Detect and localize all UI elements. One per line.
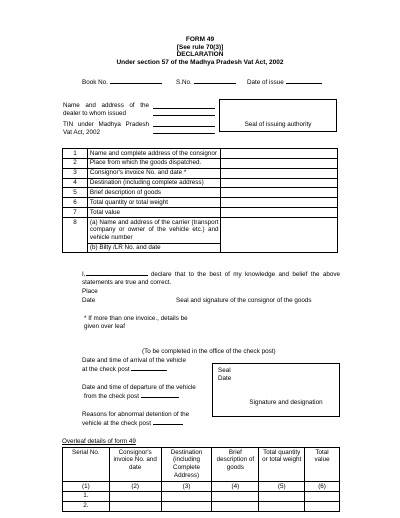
item-row xyxy=(63,149,338,159)
overleaf-colnum-cell: (6) xyxy=(305,482,340,492)
item-value-cell[interactable] xyxy=(221,158,338,168)
overleaf-row-number: 2. xyxy=(63,501,110,511)
item-label: Brief description of goods xyxy=(87,188,221,198)
book-no-field[interactable] xyxy=(82,78,162,87)
item-row xyxy=(63,168,338,178)
overleaf-colnum-cell: (1) xyxy=(63,482,110,492)
arrival-time-field: Date and time of arrival of the vehicle at the check post xyxy=(82,357,186,373)
tin-blank-2[interactable] xyxy=(153,128,215,134)
serial-no-field[interactable] xyxy=(176,78,236,87)
overleaf-data-row xyxy=(63,501,340,511)
item-label: (a) Name and address of the carrier (transport company or owner of the vehicle etc.) and vehicle number xyxy=(87,218,221,244)
overleaf-entry-cell[interactable] xyxy=(212,491,259,501)
overleaf-header-cell: Total quantity or total weight xyxy=(259,448,305,482)
item-row xyxy=(63,218,338,244)
item-number: 1 xyxy=(63,149,88,159)
item-label: Destination (including complete address) xyxy=(87,178,221,188)
overleaf-colnum-cell: (2) xyxy=(109,482,161,492)
overleaf-colnum-row xyxy=(63,482,340,492)
invoice-note: * If more than one invoice., details be given over leaf xyxy=(84,315,188,330)
date-of-issue-label: Date of issue xyxy=(247,79,284,86)
item-number: 3 xyxy=(63,168,88,178)
consignor-signature-label: Seal and signature of the consignor of the goods xyxy=(176,296,312,304)
item-value-cell[interactable] xyxy=(221,208,338,218)
book-no-blank[interactable] xyxy=(110,78,162,84)
overleaf-header-cell: Consignor's invoice No. and date xyxy=(109,448,161,482)
item-row xyxy=(63,158,338,168)
overleaf-entry-cell[interactable] xyxy=(161,491,212,501)
overleaf-title: Overleaf details of form 49 xyxy=(62,438,136,445)
date-of-issue-blank[interactable] xyxy=(286,78,322,84)
dealer-name-label: Name and address of the dealer to whom issued xyxy=(63,102,149,117)
check-post-signature-label: Signature and designation xyxy=(249,399,323,406)
departure-time-field: Date and time of departure of the vehicle from the check post xyxy=(82,384,196,400)
form-number: FORM 49 xyxy=(185,36,215,43)
overleaf-table xyxy=(62,447,340,512)
item-number: 8 xyxy=(63,218,88,253)
item-label: Total value xyxy=(87,208,221,218)
overleaf-header-cell: Brief description of goods xyxy=(212,448,259,482)
dealer-name-blank-1[interactable] xyxy=(153,103,215,109)
dealer-name-blank-2[interactable] xyxy=(153,110,215,116)
consignment-details-table xyxy=(62,148,338,253)
item-number: 5 xyxy=(63,188,88,198)
overleaf-colnum-cell: (3) xyxy=(161,482,212,492)
overleaf-row-number: 1. xyxy=(63,491,110,501)
tin-blank-1[interactable] xyxy=(153,121,215,127)
overleaf-entry-cell[interactable] xyxy=(259,491,305,501)
detention-reason-blank[interactable] xyxy=(153,419,183,425)
place-label: Place xyxy=(82,288,98,295)
overleaf-entry-cell[interactable] xyxy=(305,501,340,511)
overleaf-colnum-cell: (5) xyxy=(259,482,305,492)
form-rule: [See rule 70(3)] xyxy=(176,43,224,51)
overleaf-entry-cell[interactable] xyxy=(109,501,161,511)
form-section: Under section 57 of the Madhya Pradesh Vat Act, 2002 xyxy=(116,58,284,66)
item-number: 4 xyxy=(63,178,88,188)
item-row xyxy=(63,188,338,198)
item-label: Total quantity or total weight xyxy=(87,198,221,208)
overleaf-entry-cell[interactable] xyxy=(161,501,212,511)
item-label: Consignor's invoice No. and date * xyxy=(87,168,221,178)
declaration-statement: I, declare that to the best of my knowledge and belief the above statements are true and correct. xyxy=(82,271,340,286)
item-value-cell[interactable] xyxy=(221,168,338,178)
tin-label: TIN under Madhya Pradesh Vat Act, 2002 xyxy=(63,121,149,136)
issuing-authority-seal-label: Seal of issuing authority xyxy=(244,121,312,129)
item-sub-label: (b) Bilty /LR No. and date xyxy=(87,243,221,253)
item-number: 7 xyxy=(63,208,88,218)
check-post-date-label: Date xyxy=(218,374,232,382)
date-of-issue-field[interactable] xyxy=(247,78,322,87)
overleaf-entry-cell[interactable] xyxy=(305,491,340,501)
overleaf-entry-cell[interactable] xyxy=(212,501,259,511)
declarant-name-blank[interactable] xyxy=(86,270,148,276)
check-post-seal-box xyxy=(212,363,340,417)
item-value-cell[interactable] xyxy=(221,188,338,198)
overleaf-header-cell: Total value xyxy=(305,448,340,482)
overleaf-entry-cell[interactable] xyxy=(259,501,305,511)
item-value-cell[interactable] xyxy=(221,218,338,253)
item-row xyxy=(63,208,338,218)
serial-no-label: S.No. xyxy=(176,79,192,86)
overleaf-data-row xyxy=(63,491,340,501)
item-row xyxy=(63,198,338,208)
item-row xyxy=(63,178,338,188)
item-value-cell[interactable] xyxy=(221,178,338,188)
check-post-heading: (To be completed in the office of the check post) xyxy=(142,348,276,355)
item-label: Place from which the goods dispatched. xyxy=(87,158,221,168)
overleaf-colnum-cell: (4) xyxy=(212,482,259,492)
overleaf-header-cell: Destination (including Complete Address) xyxy=(161,448,212,482)
detention-reason-field: Reasons for abnormal detention of the vehicle at the check post xyxy=(82,411,190,427)
date-label: Date xyxy=(82,296,96,304)
check-post-seal-label: Seal xyxy=(218,367,231,374)
item-value-cell[interactable] xyxy=(221,149,338,159)
item-number: 6 xyxy=(63,198,88,208)
overleaf-header-cell: Serial No. xyxy=(63,448,110,482)
item-label: Name and complete address of the consignor xyxy=(87,149,221,159)
overleaf-entry-cell[interactable] xyxy=(109,491,161,501)
item-number: 2 xyxy=(63,158,88,168)
book-no-label: Book No. xyxy=(82,79,108,86)
issuing-authority-seal-box xyxy=(219,99,337,132)
item-value-cell[interactable] xyxy=(221,198,338,208)
arrival-time-blank[interactable] xyxy=(131,365,167,371)
serial-no-blank[interactable] xyxy=(194,78,236,84)
form-title: DECLARATION xyxy=(176,51,224,58)
overleaf-header-row xyxy=(63,448,340,482)
departure-time-blank[interactable] xyxy=(141,392,179,398)
